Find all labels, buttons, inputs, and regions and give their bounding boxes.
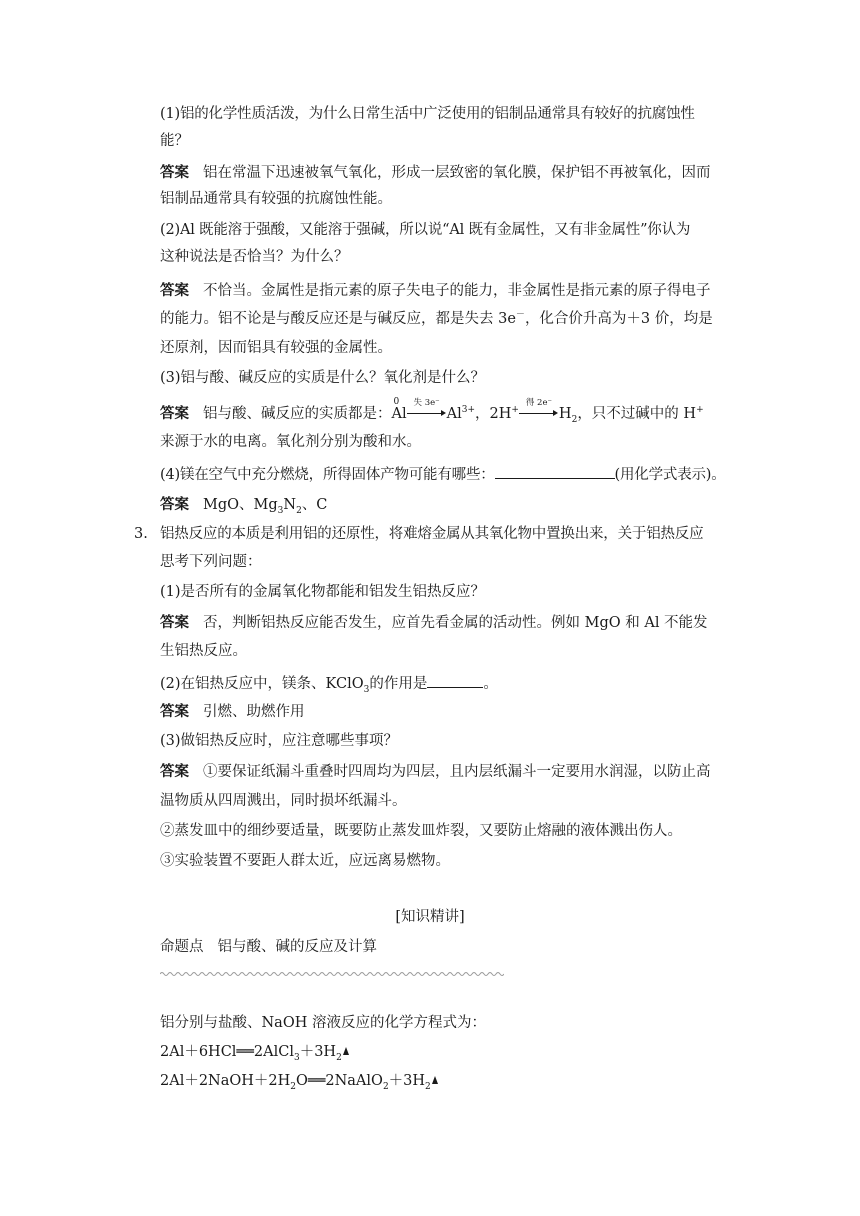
answer-label: 答案 bbox=[160, 283, 189, 299]
q1-question-line-1: (1)铝的化学性质活泼，为什么日常生活中广泛使用的铝制品通常具有较好的抗腐蚀性 bbox=[160, 106, 695, 122]
q5-question: (1)是否所有的金属氧化物都能和铝发生铝热反应？ bbox=[160, 584, 486, 600]
q1-question-line-2: 能？ bbox=[160, 133, 189, 149]
q3-question: (3)铝与酸、碱反应的实质是什么？氧化剂是什么？ bbox=[160, 370, 486, 386]
q6-question: (2)在铝热反应中，镁条、KClO$_3$的作用是 。 bbox=[160, 673, 498, 694]
al-with-oxidation-state: 0 Al bbox=[391, 397, 407, 422]
answer-blank bbox=[427, 673, 483, 688]
item-3-number: 3. bbox=[134, 526, 148, 542]
q2-question-line-1: (2)Al 既能溶于强酸，又能溶于强碱，所以说“Al 既有金属性，又有非金属性”你认为 bbox=[160, 222, 691, 238]
q1-answer-line-2: 铝制品通常具有较强的抗腐蚀性能。 bbox=[160, 191, 392, 207]
q4-question: (4)镁在空气中充分燃烧，所得固体产物可能有哪些： (用化学式表示)。 bbox=[160, 464, 726, 485]
electron-gain-arrow: 得 2e⁻ bbox=[519, 404, 559, 424]
gas-arrow-icon bbox=[343, 1047, 349, 1055]
q3-answer-line-1: 答案 铝与酸、碱反应的实质都是： 0 Al 失 3e⁻ $Al^{3+}$，2H+ 得 2e⁻ $H_2$，只不过碱中的 H+ bbox=[160, 397, 704, 425]
q5-answer-line-2: 生铝热反应。 bbox=[160, 643, 247, 659]
q7-answer-line-4: ③实验装置不要距人群太近，应远离易燃物。 bbox=[160, 853, 450, 869]
item-3-intro-line-2: 思考下列问题： bbox=[160, 554, 262, 570]
answer-blank bbox=[495, 464, 615, 479]
q2-answer-line-2: 的能力。铝不论是与酸反应还是与碱反应，都是失去 3e－，化合价升高为＋3 价，均是 bbox=[160, 310, 713, 327]
answer-label: 答案 bbox=[160, 165, 189, 181]
answer-label: 答案 bbox=[160, 406, 189, 422]
equation-1: $2Al+6HCl══2AlCl_3+3H_2$ bbox=[160, 1042, 349, 1062]
q2-question-line-2: 这种说法是否恰当？为什么？ bbox=[160, 249, 349, 265]
electron-loss-arrow: 失 3e⁻ bbox=[407, 404, 447, 424]
equation-2: $2Al+2NaOH+2H_2O══2NaAlO_2+3H_2$ bbox=[160, 1071, 438, 1091]
answer-label: 答案 bbox=[160, 764, 189, 780]
q7-answer-line-1: 答案 ①要保证纸漏斗重叠时四周均为四层，且内层纸漏斗一定要用水润湿，以防止高 bbox=[160, 764, 711, 780]
q7-question: (3)做铝热反应时，应注意哪些事项？ bbox=[160, 733, 399, 749]
q6-answer: 答案 引燃、助燃作用 bbox=[160, 704, 305, 720]
q7-answer-line-3: ②蒸发皿中的细纱要适量，既要防止蒸发皿炸裂，又要防止熔融的液体溅出伤人。 bbox=[160, 823, 682, 839]
q2-answer-line-1: 答案 不恰当。金属性是指元素的原子失电子的能力，非金属性是指元素的原子得电子 bbox=[160, 283, 711, 299]
q5-answer-line-1: 答案 否，判断铝热反应能否发生，应首先看金属的活动性。例如 MgO 和 Al 不能发 bbox=[160, 615, 708, 631]
answer-label: 答案 bbox=[160, 704, 189, 720]
q1-answer-line-1: 答案 铝在常温下迅速被氧气氧化，形成一层致密的氧化膜，保护铝不再被氧化，因而 bbox=[160, 165, 711, 181]
answer-label: 答案 bbox=[160, 615, 189, 631]
q7-answer-line-2: 温物质从四周溅出，同时损坏纸漏斗。 bbox=[160, 793, 407, 809]
q2-answer-line-3: 还原剂，因而铝具有较强的金属性。 bbox=[160, 340, 392, 356]
q3-answer-line-2: 来源于水的电离。氧化剂分别为酸和水。 bbox=[160, 434, 421, 450]
gas-arrow-icon bbox=[432, 1076, 438, 1084]
topic-heading: 命题点 铝与酸、碱的反应及计算 bbox=[160, 939, 377, 955]
wavy-underline bbox=[160, 969, 504, 979]
item-3-intro-line-1: 铝热反应的本质是利用铝的还原性，将难熔金属从其氧化物中置换出来，关于铝热反应 bbox=[160, 526, 704, 542]
section-title: [知识精讲] bbox=[395, 909, 465, 925]
answer-label: 答案 bbox=[160, 497, 189, 513]
q4-answer: 答案 MgO、$Mg_3N_2$、C bbox=[160, 497, 328, 516]
equations-intro: 铝分别与盐酸、NaOH 溶液反应的化学方程式为： bbox=[160, 1015, 486, 1031]
